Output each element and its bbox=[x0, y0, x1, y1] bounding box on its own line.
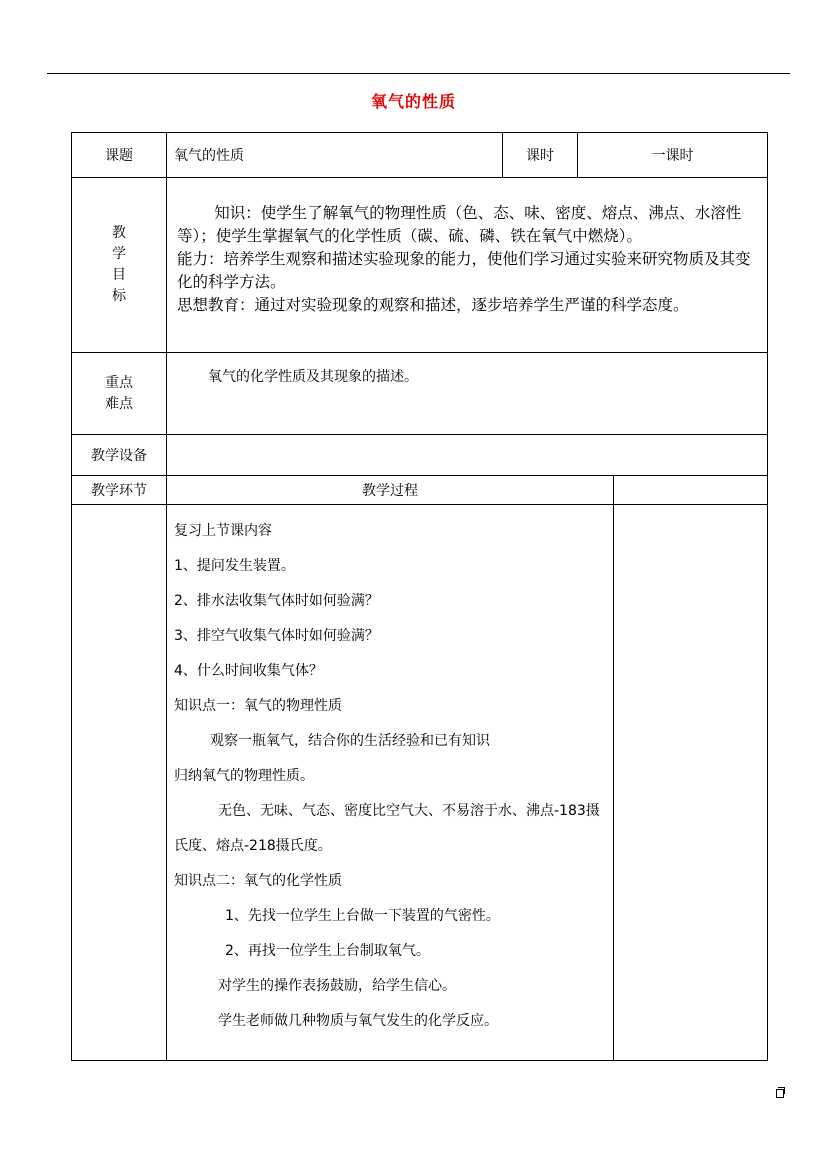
focus-value: 氧气的化学性质及其现象的描述。 bbox=[208, 369, 418, 385]
process-content bbox=[167, 505, 614, 1061]
stage-header: 教学环节 bbox=[72, 476, 167, 505]
equipment-value bbox=[167, 435, 768, 476]
focus-label: 重点 难点 bbox=[72, 353, 167, 435]
process-line: 3、排空气收集气体时如何验满？ bbox=[174, 628, 379, 644]
topic-row bbox=[72, 133, 768, 178]
process-line: 2、再找一位学生上台制取氧气。 bbox=[225, 943, 430, 959]
goals-content bbox=[167, 178, 768, 353]
equipment-row bbox=[72, 435, 768, 476]
process-line: 4、什么时间收集气体？ bbox=[174, 663, 323, 679]
process-line: 学生老师做几种物质与氧气发生的化学反应。 bbox=[218, 1013, 498, 1029]
process-line: 无色、无味、气态、密度比空气大、不易溶于水、沸点-183摄 bbox=[218, 803, 600, 819]
goals-label: 教 学 目 标 bbox=[72, 178, 167, 353]
header-rule bbox=[47, 73, 790, 74]
process-header: 教学过程 bbox=[167, 476, 614, 505]
stage-cell bbox=[72, 505, 167, 1061]
process-line: 归纳氧气的物理性质。 bbox=[174, 768, 314, 784]
process-header-row bbox=[72, 476, 768, 505]
ability-goal: 能力：培养学生观察和描述实验现象的能力，使他们学习通过实验来研究物质及其变化的科学方法。 bbox=[177, 250, 751, 291]
document-title: 氧气的性质 bbox=[370, 92, 456, 111]
knowledge-goal: 知识：使学生了解氧气的物理性质（色、态、味、密度、熔点、沸点、水溶性等）；使学生掌握氧气的化学性质（碳、硫、磷、铁在氧气中燃烧）。 bbox=[177, 204, 742, 245]
topic-label: 课题 bbox=[72, 133, 167, 178]
page-icon bbox=[776, 1089, 784, 1098]
notes-cell bbox=[614, 505, 768, 1061]
equipment-label: 教学设备 bbox=[72, 435, 167, 476]
process-line: 2、排水法收集气体时如何验满？ bbox=[174, 593, 379, 609]
process-line: 1、先找一位学生上台做一下装置的气密性。 bbox=[225, 908, 500, 924]
process-line: 氏度、熔点-218摄氏度。 bbox=[174, 838, 332, 854]
process-line: 对学生的操作表扬鼓励，给学生信心。 bbox=[218, 978, 456, 994]
topic-value: 氧气的性质 bbox=[174, 148, 244, 164]
focus-row bbox=[72, 353, 768, 435]
attitude-goal: 思想教育：通过对实验现象的观察和描述，逐步培养学生严谨的科学态度。 bbox=[177, 296, 689, 314]
process-line: 1、提问发生装置。 bbox=[174, 558, 295, 574]
class-hours-label: 课时 bbox=[503, 133, 578, 178]
process-line: 知识点一：氧气的物理性质 bbox=[174, 698, 342, 714]
process-row bbox=[72, 505, 768, 1061]
lesson-plan-table bbox=[71, 132, 768, 1061]
process-line: 复习上节课内容 bbox=[174, 523, 272, 539]
goals-row bbox=[72, 178, 768, 353]
process-line: 观察一瓶氧气，结合你的生活经验和已有知识 bbox=[210, 733, 490, 749]
notes-header bbox=[614, 476, 768, 505]
class-hours-value: 一课时 bbox=[578, 133, 768, 178]
process-line: 知识点二：氧气的化学性质 bbox=[174, 873, 342, 889]
